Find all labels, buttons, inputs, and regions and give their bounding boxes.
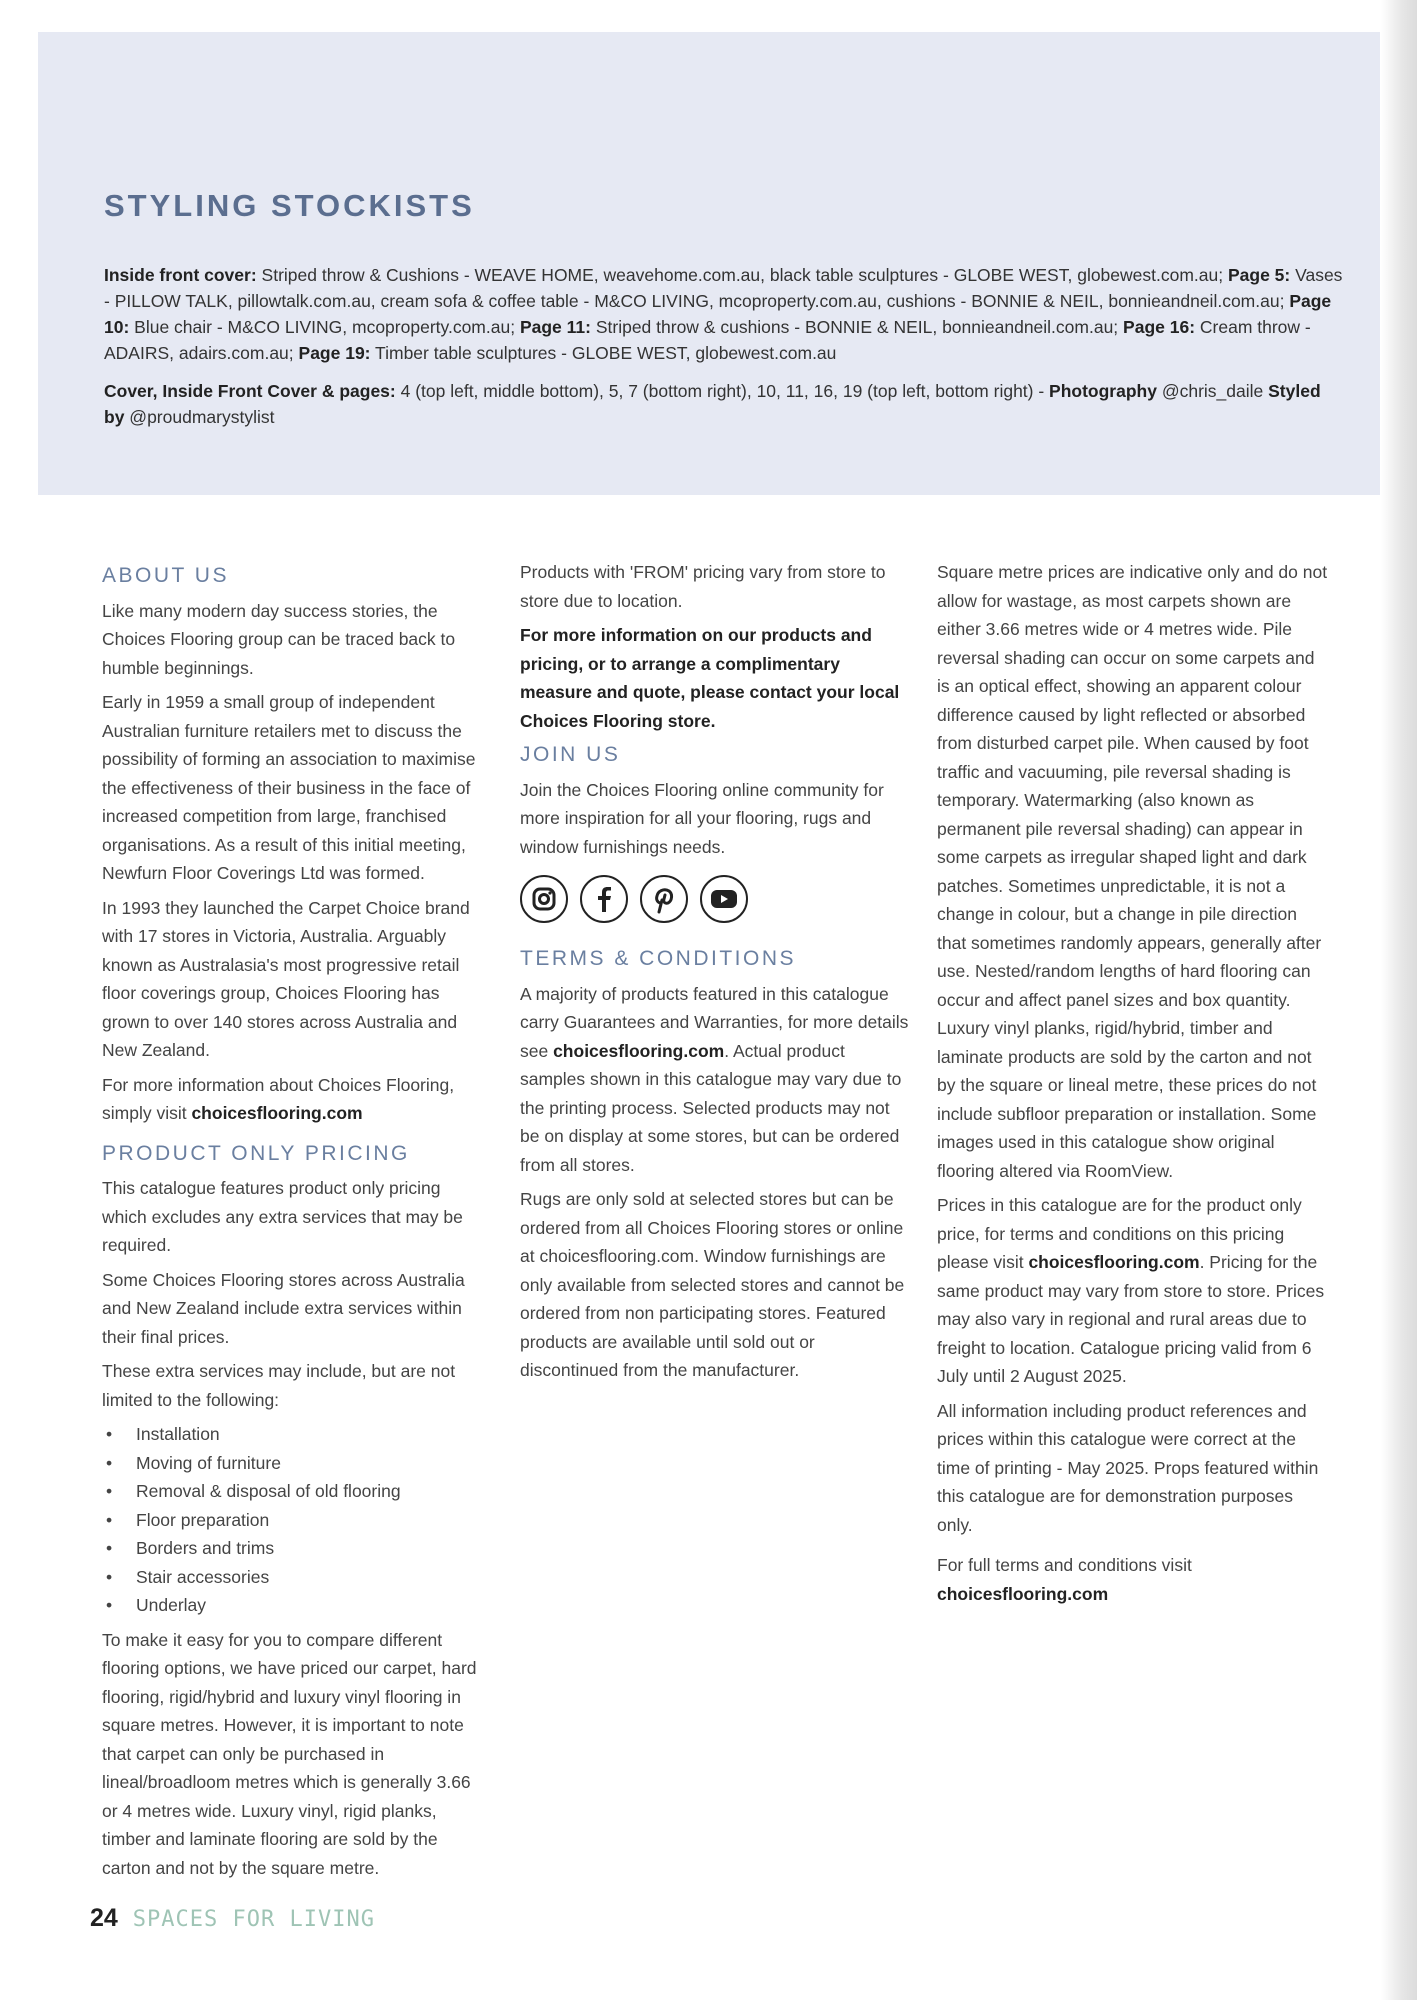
text-segment: . Actual product samples shown in this catalogue may vary due to the printing process. Selected products may not be on display at some stores, but can be ordered from all stores. — [520, 1040, 902, 1175]
text-segment: @chris_daile — [1156, 381, 1269, 401]
bold-text: For more information on our products and pricing, or to arrange a complimentary measure and quote, please contact your local Choices Flooring store. — [520, 625, 900, 731]
bold-text: Page 10: — [104, 291, 1332, 337]
about-paragraph — [102, 688, 482, 888]
text-segment: Striped throw & cushions - BONNIE & NEIL, bonnieandneil.com.au; — [590, 317, 1124, 337]
bold-text: choicesflooring.com — [191, 1103, 363, 1123]
pricing-heading: PRODUCT ONLY PRICING — [102, 1141, 410, 1165]
text-segment: Products with 'FROM' pricing vary from store to store due to location. — [520, 562, 886, 611]
pricing-paragraph — [520, 558, 910, 615]
about-heading: ABOUT US — [102, 564, 229, 587]
about-paragraph — [102, 894, 482, 1065]
bold-text: Page 19: — [298, 343, 371, 363]
stockists-title: STYLING STOCKISTS — [104, 188, 475, 223]
text-segment: Some Choices Flooring stores across Australia and New Zealand include extra services within their final prices. — [102, 1269, 465, 1347]
text-segment: For full terms and conditions visit — [937, 1555, 1192, 1575]
list-item: • Underlay — [136, 1591, 482, 1620]
about-paragraph — [102, 1071, 482, 1128]
bold-text: Page 5: — [1227, 265, 1291, 285]
bold-text: Cover, Inside Front Cover & pages: — [104, 381, 396, 401]
text-segment: This catalogue features product only pricing which excludes any extra services that may be required. — [102, 1178, 463, 1255]
column-2 — [520, 558, 910, 1391]
about-paragraph — [102, 597, 482, 683]
list-item: • Moving of furniture — [136, 1449, 482, 1478]
text-segment: Vases - PILLOW TALK, pillowtalk.com.au, cream sofa & coffee table - M&CO LIVING, mcoproperty.com.au, cushions - BONNIE & NEIL, bonnieandneil.com.au; — [104, 265, 1343, 311]
text-segment: @proudmarystylist — [124, 407, 275, 427]
list-item: • Floor preparation — [136, 1506, 482, 1535]
pricing-paragraph — [102, 1174, 482, 1260]
text-segment: A majority of products featured in this catalogue carry Guarantees and Warranties, for more details see — [520, 983, 909, 1061]
styling-stockists-panel — [38, 32, 1380, 495]
terms-paragraph — [937, 1551, 1331, 1608]
terms-paragraph — [520, 980, 910, 1180]
join-heading: JOIN US — [520, 743, 621, 766]
text-segment: Cream throw - ADAIRS, adairs.com.au; — [104, 317, 1311, 363]
magazine-title: SPACES FOR LIVING — [132, 1907, 375, 1932]
stockists-paragraph — [104, 262, 1344, 366]
text-segment: Rugs are only sold at selected stores but can be ordered from all Choices Flooring stores or online at choicesflooring.com. Window furnishings are only available from selected stores and cannot be ordered from non participating stores. Featured products are available until sold out or discontinued from the manufacturer. — [520, 1189, 905, 1380]
list-item: • Installation — [136, 1420, 482, 1449]
terms-heading: TERMS & CONDITIONS — [520, 947, 797, 970]
text-segment: Striped throw & Cushions - WEAVE HOME, weavehome.com.au, black table sculptures - GLOBE WEST, globewest.com.au; — [256, 265, 1228, 285]
text-segment: For more information about Choices Flooring, simply visit — [102, 1074, 455, 1123]
text-segment: In 1993 they launched the Carpet Choice brand with 17 stores in Victoria, Australia. Arguably known as Australasia's most progressive retail floor coverings group, Choices Flooring has grown to over 140 stores across Australia and New Zealand. — [102, 897, 470, 1060]
pricing-contact-paragraph — [520, 621, 910, 735]
facebook-icon[interactable] — [580, 875, 628, 923]
column-1 — [102, 558, 482, 1888]
terms-paragraph — [937, 558, 1331, 1185]
text-segment: Early in 1959 a small group of independent Australian furniture retailers met to discuss the possibility of forming an association to maximise the effectiveness of their business in the face of increased competition from large, franchised organisations. As a result of this initial meeting, Newfurn Floor Coverings Ltd was formed. — [102, 692, 476, 883]
bold-text: choicesflooring.com — [937, 1583, 1109, 1604]
page-footer — [90, 1904, 375, 1933]
stockists-text — [104, 262, 1344, 442]
join-text: Join the Choices Flooring online community for more inspiration for all your flooring, rugs and window furnishings needs. — [520, 779, 884, 857]
text-segment: . Pricing for the same product may vary from store to store. Prices may also vary in regional and rural areas due to freight to location. Catalogue pricing valid from 6 July until 2 August 2025. — [937, 1252, 1325, 1386]
terms-paragraph — [520, 1185, 910, 1385]
instagram-icon[interactable] — [520, 875, 568, 923]
youtube-icon[interactable] — [700, 875, 748, 923]
bold-text: choicesflooring.com — [553, 1040, 725, 1061]
photo-credits — [104, 378, 1344, 430]
bold-text: Page 11: — [519, 317, 591, 337]
terms-paragraph — [937, 1191, 1331, 1391]
text-segment: 4 (top left, middle bottom), 5, 7 (bottom right), 10, 11, 16, 19 (top left, bottom right) - — [395, 381, 1050, 401]
pinterest-icon[interactable] — [640, 875, 688, 923]
bold-text: Page 16: — [1123, 317, 1196, 337]
text-segment: These extra services may include, but are not limited to the following: — [102, 1361, 456, 1410]
text-segment: All information including product references and prices within this catalogue were correct at the time of printing - May 2025. Props featured within this catalogue are for demonstration purposes only. — [937, 1400, 1319, 1535]
page-number: 24 — [90, 1904, 118, 1932]
list-item: • Removal & disposal of old flooring — [136, 1477, 482, 1506]
social-links — [520, 875, 910, 923]
text-segment: Blue chair - M&CO LIVING, mcoproperty.com.au; — [129, 317, 520, 337]
pricing-paragraph — [102, 1626, 482, 1883]
page-fold-shadow — [1381, 0, 1417, 2000]
list-item: • Stair accessories — [136, 1563, 482, 1592]
pricing-paragraph — [102, 1357, 482, 1414]
text-segment: Timber table sculptures - GLOBE WEST, globewest.com.au — [370, 343, 837, 363]
extra-services-list — [102, 1420, 482, 1620]
bold-text: Inside front cover: — [104, 265, 257, 285]
bold-text: choicesflooring.com — [1028, 1252, 1200, 1272]
pricing-paragraph — [102, 1266, 482, 1352]
text-segment: Prices in this catalogue are for the product only price, for terms and conditions on this pricing please visit — [937, 1195, 1302, 1272]
text-segment: Like many modern day success stories, the Choices Flooring group can be traced back to humble beginnings. — [102, 600, 456, 678]
terms-paragraph — [937, 1397, 1331, 1540]
bold-text: Photography — [1049, 381, 1157, 401]
text-segment: Square metre prices are indicative only and do not allow for wastage, as most carpets shown are either 3.66 metres wide or 4 metres wide. Pile reversal shading can occur on some carpets and is an optical effect, showing an apparent colour difference caused by light reflected or absorbed from disturbed carpet pile. When caused by foot traffic and vacuuming, pile reversal shading is temporary. Watermarking (also known as permanent pile reversal shading) can appear in some carpets as irregular shaped light and dark patches. Sometimes unpredictable, it is not a change in colour, but a change in pile direction that sometimes randomly appears, generally after use. Nested/random lengths of hard flooring can occur and affect panel sizes and box quantity. Luxury vinyl planks, rigid/hybrid, timber and laminate products are sold by the carton and not by the square or lineal metre, these prices do not include subfloor preparation or installation. Some images used in this catalogue show original flooring altered via RoomView. — [937, 562, 1328, 1181]
list-item: • Borders and trims — [136, 1534, 482, 1563]
bold-text: Styled by — [104, 381, 1321, 427]
column-3 — [937, 558, 1331, 1614]
text-segment: To make it easy for you to compare different flooring options, we have priced our carpet, hard flooring, rigid/hybrid and luxury vinyl flooring in square metres. However, it is important to note that carpet can only be purchased in lineal/broadloom metres which is generally 3.66 or 4 metres wide. Luxury vinyl, rigid planks, timber and laminate flooring are sold by the carton and not by the square metre. — [102, 1629, 477, 1878]
